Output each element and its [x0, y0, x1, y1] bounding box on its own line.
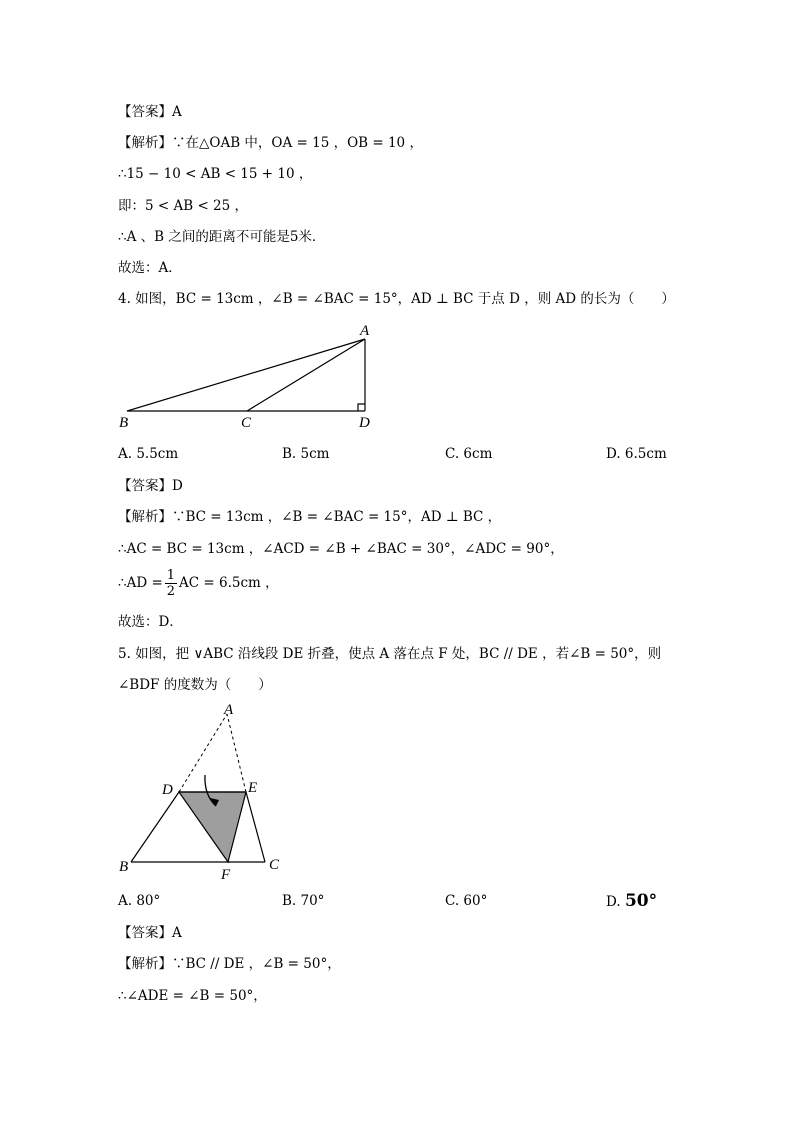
- segment-ec: [246, 792, 265, 862]
- answer-line-q4: 【答案】D: [118, 478, 183, 494]
- segment-ab: [127, 339, 365, 411]
- question-4-stem: 4. 如图，BC = 13cm ，∠B = ∠BAC = 15°，AD ⊥ BC 于点 D ，则 AD 的长为（ ）: [118, 291, 675, 307]
- analysis-line-q4-3: [118, 566, 279, 600]
- fold-arrow-icon: [205, 775, 216, 806]
- fraction-one-half: [165, 568, 177, 599]
- q4-option-b: B. 5cm: [282, 446, 330, 462]
- analysis-line-q4-2: ∴AC = BC = 13cm ，∠ACD = ∠B + ∠BAC = 30°，∠ADC = 90°，: [118, 541, 564, 557]
- analysis-line-q3-4: ∴A 、B 之间的距离不可能是5米．: [118, 229, 326, 245]
- segment-ac: [247, 339, 365, 411]
- analysis-line-q5-1: 【解析】∵BC // DE ，∠B = 50°，: [118, 956, 341, 972]
- q5-option-b: B. 70°: [282, 893, 325, 909]
- label-b: B: [119, 415, 129, 431]
- label-d: D: [359, 415, 370, 431]
- label-d: D: [162, 782, 173, 798]
- q5-option-c: C. 60°: [445, 893, 488, 909]
- analysis-line-q3-2: ∴15 − 10 < AB < 15 + 10 ，: [118, 166, 313, 182]
- answer-line-q3: 【答案】A: [118, 104, 182, 120]
- label-a: A: [224, 702, 234, 718]
- label-c: C: [241, 415, 252, 431]
- fraction-numerator: 1: [166, 568, 176, 583]
- fraction-denominator: 2: [166, 584, 176, 599]
- ad-result: AC = 6.5cm ，: [179, 575, 279, 591]
- arrow-head-icon: [210, 798, 219, 806]
- q5-option-a: A. 80°: [118, 893, 161, 909]
- q5-option-d-prefix: D.: [606, 894, 625, 910]
- analysis-line-q4-1: 【解析】∵BC = 13cm ，∠B = ∠BAC = 15°，AD ⊥ BC ，: [118, 509, 502, 525]
- q4-option-a: A. 5.5cm: [118, 446, 179, 462]
- label-c: C: [269, 857, 280, 873]
- analysis-line-q3-1: 【解析】∵在△OAB 中，OA = 15 ，OB = 10 ，: [118, 135, 423, 151]
- label-a: A: [360, 323, 370, 339]
- label-f: F: [221, 867, 231, 883]
- question-5-stem-2: ∠BDF 的度数为（ ）: [118, 677, 272, 693]
- label-b: B: [119, 859, 129, 875]
- analysis-line-q3-3: 即：5 < AB < 25 ，: [118, 198, 249, 214]
- ad-prefix: ∴AD =: [118, 575, 163, 591]
- choice-line-q3: 故选：A．: [118, 260, 182, 276]
- q5-option-d: [606, 891, 657, 911]
- answer-line-q5: 【答案】A: [118, 925, 182, 941]
- dashed-segment-ae: [227, 714, 246, 792]
- question-5-stem: 5. 如图，把 ∨ABC 沿线段 DE 折叠，使点 A 落在点 F 处，BC // DE ，若∠B = 50°，则: [118, 646, 662, 662]
- q4-option-d: D. 6.5cm: [606, 446, 667, 462]
- right-angle-mark: [358, 404, 365, 411]
- q4-option-c: C. 6cm: [445, 446, 493, 462]
- segment-bd: [131, 792, 179, 862]
- q5-option-d-value: 50°: [624, 891, 658, 911]
- label-e: E: [248, 780, 258, 796]
- analysis-line-q5-2: ∴∠ADE = ∠B = 50°，: [118, 988, 267, 1004]
- folded-triangle-def: [179, 792, 246, 862]
- choice-line-q4: 故选：D．: [118, 614, 183, 630]
- dashed-segment-ad: [179, 714, 227, 792]
